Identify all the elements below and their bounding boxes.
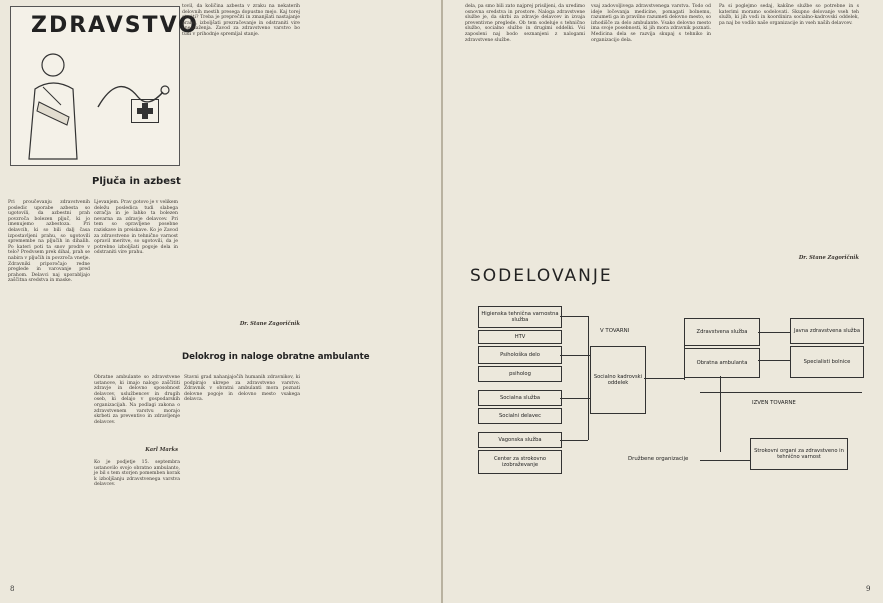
org-box: Obratna ambulanta — [684, 348, 760, 378]
org-connector — [700, 392, 862, 393]
org-box: Specialisti bolnice — [790, 346, 864, 378]
article-text-column: Stavni grad nahanjajočih humanih zdravnikov, ki podpirajo ukrepe za zdravstveno varstvo. Zdravnik v obratni ambulanti mora poznati delovne pogoje in delovno mesto vsakega delavca. — [184, 375, 300, 403]
article-signature: Dr. Stane Zagoričnik — [798, 255, 859, 261]
org-connector — [758, 360, 790, 361]
zdravstvo-logo — [10, 6, 199, 166]
org-connector — [588, 316, 589, 440]
article-text-column: Pri proučevanju zdravstvenih posledic uporabe azbesta so ugotovili, da azbestni prah povzroča bolezen pljuč, ki jo imenujemo azbestoza. Pri delavcih, ki so bili dalj časa izpostavljeni prahu, so ugotovili spremembe na pljučih in dihalih. Po kateri poti ta snov prodre v telo? Predvsem prek dihal, prah se nabira v pljučih in povzroča vnetje. Zdravniki priporočajo redne preglede in varovanje pred prahom. Delavci naj uporabljajo zaščitna sredstva in maske. — [8, 200, 90, 284]
article-title: Delokrog in naloge obratne ambulante — [182, 352, 370, 362]
org-label-v-tovarni: V TOVARNI — [600, 328, 630, 334]
org-connector — [720, 376, 721, 452]
org-box: Strokovni organi za zdravstveno in tehnično varnost — [750, 438, 848, 470]
org-connector — [758, 332, 790, 333]
org-connector — [560, 316, 588, 317]
org-connector — [560, 440, 588, 441]
left-page — [0, 0, 441, 603]
org-connector — [700, 460, 750, 461]
org-label-izven-tovarne: IZVEN TOVARNE — [752, 400, 796, 406]
org-center-box: Socialno kadrovski oddelek — [590, 346, 646, 414]
logo-title: ZDRAVSTVO — [31, 13, 199, 38]
org-connector — [644, 378, 684, 379]
page-number: 8 — [10, 585, 15, 593]
org-box: Center za strokovno izobraževanje — [478, 450, 562, 474]
org-box: Socialna služba — [478, 390, 562, 406]
right-page — [443, 0, 883, 603]
page-number: 9 — [866, 585, 871, 593]
article-text-column: Ko je podjetje 15. septembra ustanovilo svojo obratno ambulanto, je bil s tem storjen pomemben korak k izboljšanju zdravstvenega varstva delavcev. — [94, 460, 180, 488]
article-signature: Karl Marks — [145, 447, 178, 453]
article-text-column: dela, pa smo bili zato najprej prisiljeni, da uredimo osnovna sredstva in prostore. Naloga zdravstvene službe je, da skrbi za zdravje delavcev in izvaja preventivne preglede. Ob tem sodeluje s tehnično službo, socialno službo in drugimi oddelki. Vsi zaposleni naj bodo seznanjeni z nalogami zdravstvene službe. — [465, 4, 585, 43]
org-connector — [560, 355, 590, 356]
org-connector — [560, 398, 590, 399]
article-text-column: Pa si poglejmo sedaj, kakšne službe so potrebne in s katerimi moramo sodelovati. Skupno delovanje vseh teh služb, ki jih vodi in koordinira socialno-kadrovski oddelek, pa naj bo vodilo naše organizacije in vseh naših delavcev. — [719, 4, 859, 26]
article-text-column: vsaj zadovoljivega zdravstvenega varstva. Todo od ideje ločevanja medicine, pomagati bolnemu, razumeti ga in pravilno razumeti delovno mesto, so izhodišče za delo ambulante. Vsako delovno mesto ima svoje posebnosti, ki jih mora zdravnik poznati. Medicina dela se razvija skupaj s tehniko in organizacijo dela. — [591, 4, 711, 43]
org-box: Socialni delavec — [478, 408, 562, 424]
org-box: Psihološka delo — [478, 346, 562, 364]
org-box: Zdravstvena služba — [684, 318, 760, 346]
org-box: Javna zdravstvena služba — [790, 318, 864, 344]
article-text-column: Ljevanjem. Prav gotovo je v velikem deležu posledica tudi slabega ozračja in je lahko ta bolezen nevarna za zdravje delavcev. Pri tem so opravljene posebne raziskave in preiskave. Ko je Zavod za zdravstveno in tehnično varnost opravil meritve, so ugotovili, da je potrebno izboljšati pogoje dela in odstraniti vire prahu. — [94, 200, 178, 256]
red-cross-icon — [131, 99, 159, 123]
org-box: Vagonska služba — [478, 432, 562, 448]
article-text-column: tovil, da količina azbesta v zraku na nekaterih delovnih mestih presega dopustno mejo. Kaj torej storiti? Treba je preprečiti in zmanjšati nastajanje prahu, izboljšati prezračevanje in odstraniti vire onesnaženja. Zavod za zdravstveno varstvo bo tudi v prihodnje spremljal stanje. — [182, 4, 300, 37]
article-title: Pljuča in azbest — [92, 176, 181, 187]
bandaged-figure-illustration — [21, 47, 91, 159]
article-signature: Dr. Stane Zagoričnik — [239, 321, 300, 327]
article-text-column: Obratne ambulante so zdravstvene ustanove, ki imajo nalogo zaščititi zdravje in delovno sposobnost delavcev, uslužbencev in drugih oseb, ki delajo v gospodarskih organizacijah. Na podlagi zakona o zdravstvenem varstvu morajo skrbeti za preventivo in zdravljenje delavcev. — [94, 375, 180, 425]
org-chart-title: SODELOVANJE — [470, 266, 613, 286]
org-connector — [684, 346, 685, 380]
org-box: psiholog — [478, 366, 562, 382]
org-box: Higienska tehnična varnostna služba — [478, 306, 562, 328]
org-box: HTV — [478, 330, 562, 344]
org-label-druzbene-organizacije: Družbene organizacije — [628, 456, 689, 462]
